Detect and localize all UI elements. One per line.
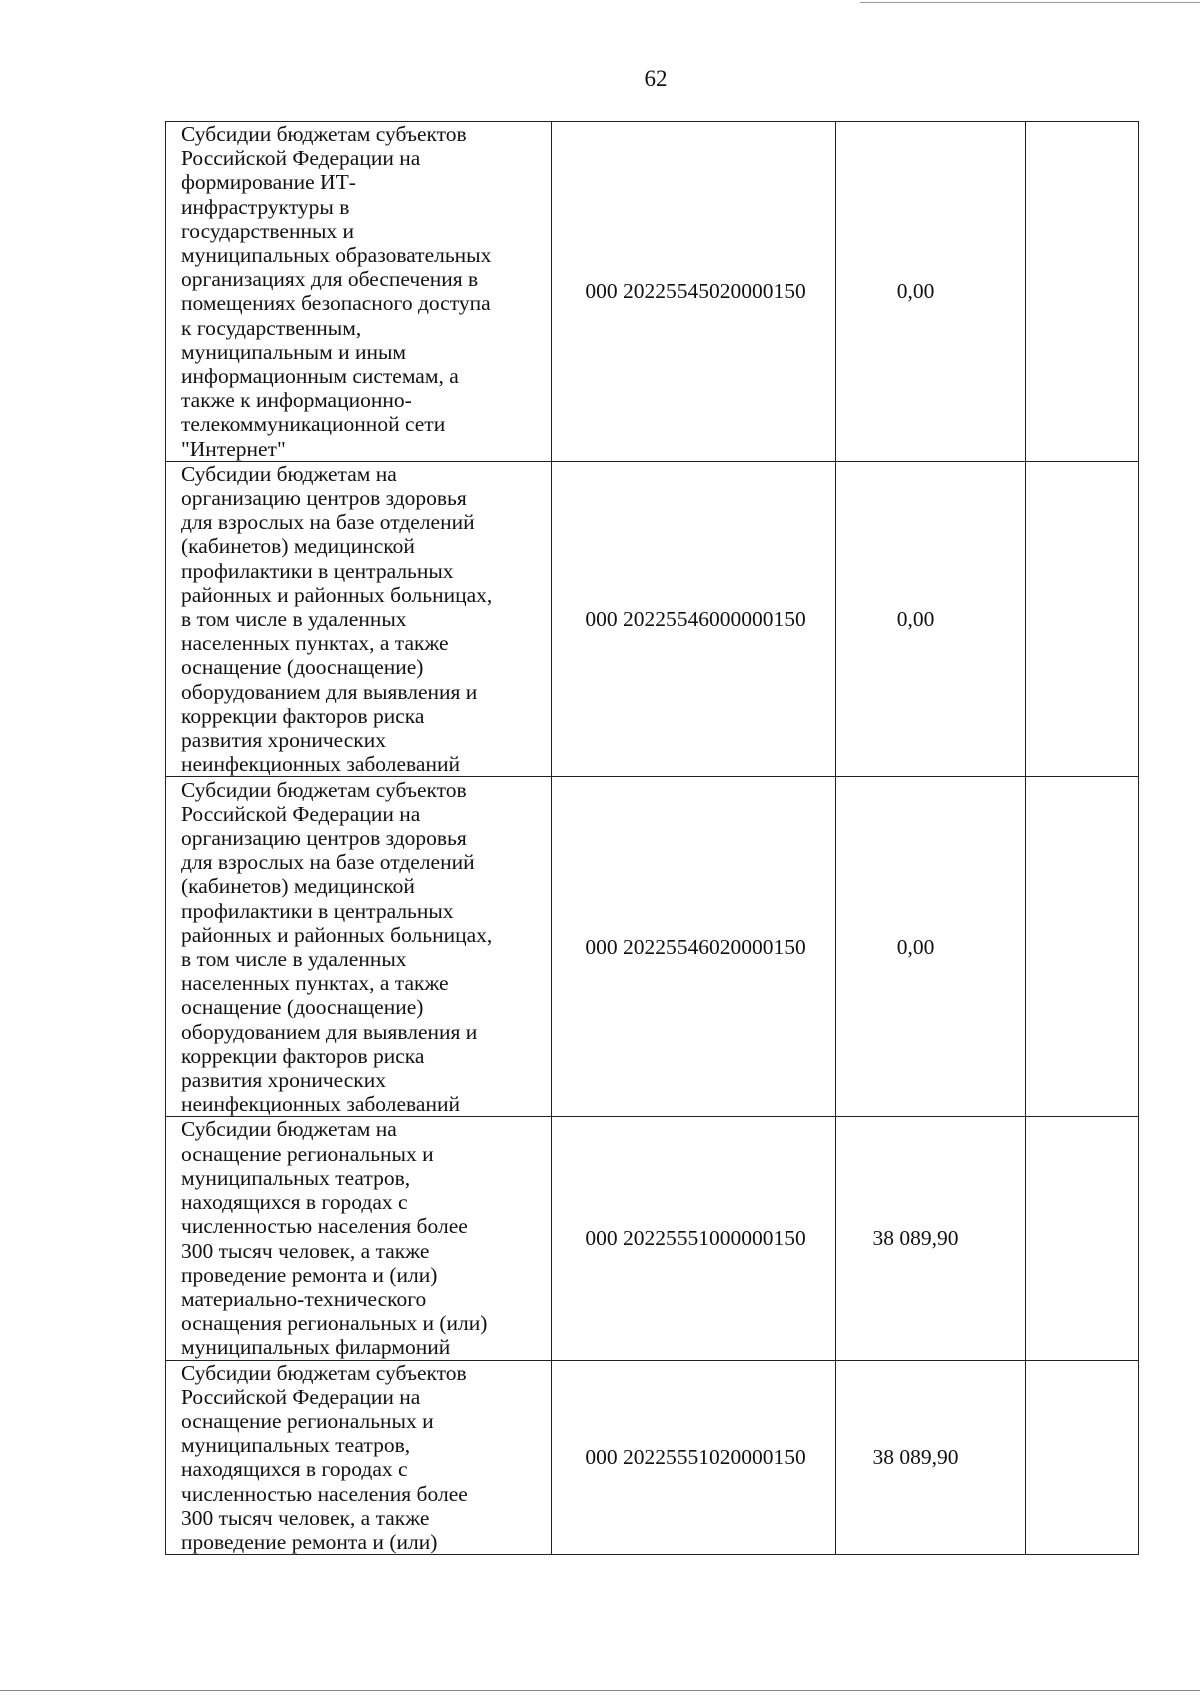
row-amount: 0,00 — [896, 934, 935, 959]
table-row — [166, 1117, 1139, 1360]
row-extra-cell — [1026, 461, 1139, 777]
row-extra-cell — [1026, 122, 1139, 462]
row-amount-cell — [836, 461, 1026, 777]
row-code-cell — [552, 777, 836, 1117]
budget-table — [165, 121, 1139, 1555]
row-amount-cell — [836, 777, 1026, 1117]
row-extra-cell — [1026, 777, 1139, 1117]
row-code: 000 20225546020000150 — [585, 934, 806, 959]
table-row — [166, 777, 1139, 1117]
row-amount-cell — [836, 1360, 1026, 1555]
row-code-cell — [552, 1117, 836, 1360]
row-name: Субсидии бюджетам на организацию центров здоровья для взрослых на базе отделений (кабинетов) медицинской профилактики в центральных районных и районных больницах, в том числе в удаленных населенных пунктах, а также оснащение (дооснащение) оборудованием для выявления и коррекции факторов риска развития хронических неинфекционных заболеваний — [181, 461, 493, 777]
table-row — [166, 122, 1139, 462]
table-row — [166, 461, 1139, 777]
row-code: 000 20225545020000150 — [585, 279, 806, 304]
row-extra-cell — [1026, 1117, 1139, 1360]
row-name-cell — [166, 461, 552, 777]
row-code: 000 20225551000000150 — [585, 1226, 806, 1251]
row-name-cell — [166, 122, 552, 462]
row-name-cell — [166, 1117, 552, 1360]
row-amount-cell — [836, 122, 1026, 462]
scan-edge-bottom — [0, 1690, 1200, 1691]
row-name-cell — [166, 777, 552, 1117]
row-amount: 38 089,90 — [872, 1445, 959, 1470]
row-amount: 0,00 — [896, 279, 935, 304]
row-code: 000 20225546000000150 — [585, 607, 806, 632]
row-name: Субсидии бюджетам субъектов Российской Федерации на формирование ИТ- инфраструктуры в государственных и муниципальных образовательных организациях для обеспечения в помещениях безопасного доступа к государственным, муниципальным и иным информационным системам, а также к информационно- телекоммуникационной сети "Интернет" — [181, 122, 492, 461]
row-code-cell — [552, 122, 836, 462]
row-name: Субсидии бюджетам на оснащение региональных и муниципальных театров, находящихся в городах с численностью населения более 300 тысяч человек, а также проведение ремонта и (или) материально-технического оснащения региональных и (или) муниципальных филармоний — [181, 1117, 488, 1360]
row-amount-cell — [836, 1117, 1026, 1360]
row-code-cell — [552, 461, 836, 777]
row-name: Субсидии бюджетам субъектов Российской Федерации на организацию центров здоровья для взрослых на базе отделений (кабинетов) медицинской профилактики в центральных районных и районных больницах, в том числе в удаленных населенных пунктах, а также оснащение (дооснащение) оборудованием для выявления и коррекции факторов риска развития хронических неинфекционных заболеваний — [181, 777, 493, 1117]
page-number: 62 — [644, 66, 668, 91]
scan-edge-top — [860, 2, 1200, 3]
row-code: 000 20225551020000150 — [585, 1445, 806, 1470]
row-name: Субсидии бюджетам субъектов Российской Федерации на оснащение региональных и муниципальных театров, находящихся в городах с численностью населения более 300 тысяч человек, а также проведение ремонта и (или) — [181, 1360, 468, 1554]
row-code-cell — [552, 1360, 836, 1555]
row-extra-cell — [1026, 1360, 1139, 1555]
row-amount: 38 089,90 — [872, 1226, 959, 1251]
table-row — [166, 1360, 1139, 1555]
row-name-cell — [166, 1360, 552, 1555]
row-amount: 0,00 — [896, 607, 935, 632]
